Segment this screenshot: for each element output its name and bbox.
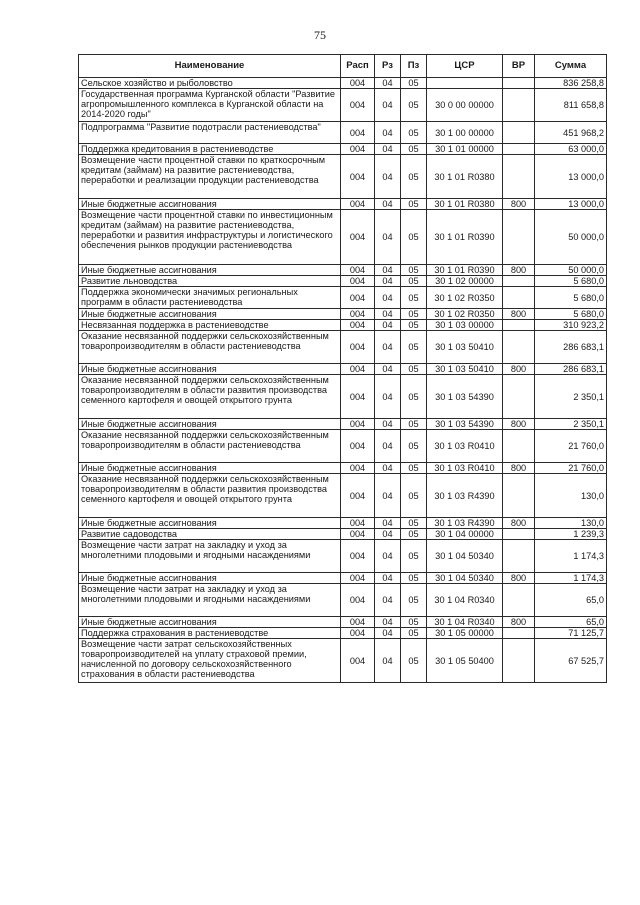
cell-pz: 05	[401, 463, 427, 474]
cell-rasp: 004	[341, 463, 375, 474]
table-row	[79, 419, 607, 430]
cell-name: Оказание несвязанной поддержки сельскохозяйственным товаропроизводителям в области растениеводства	[79, 430, 341, 463]
cell-rz: 04	[375, 375, 401, 419]
table-row	[79, 584, 607, 617]
cell-pz: 05	[401, 122, 427, 144]
cell-pz: 05	[401, 309, 427, 320]
cell-csr: 30 1 03 R0410	[427, 463, 503, 474]
cell-csr: 30 1 05 00000	[427, 628, 503, 639]
table-row	[79, 474, 607, 518]
header-rasp: Расп	[341, 55, 375, 78]
cell-rz: 04	[375, 89, 401, 122]
cell-sum: 286 683,1	[535, 331, 607, 364]
cell-vr	[503, 628, 535, 639]
cell-name: Возмещение части затрат на закладку и уход за многолетними плодовыми и ягодными насаждениями	[79, 584, 341, 617]
cell-csr: 30 1 04 R0340	[427, 617, 503, 628]
cell-sum: 310 923,2	[535, 320, 607, 331]
cell-pz: 05	[401, 331, 427, 364]
cell-csr: 30 1 03 R4390	[427, 518, 503, 529]
cell-sum: 5 680,0	[535, 287, 607, 309]
cell-csr: 30 1 04 50340	[427, 540, 503, 573]
cell-vr: 800	[503, 463, 535, 474]
cell-rz: 04	[375, 144, 401, 155]
cell-rasp: 004	[341, 210, 375, 265]
cell-sum: 21 760,0	[535, 430, 607, 463]
table-header-row	[79, 55, 607, 78]
cell-rasp: 004	[341, 276, 375, 287]
cell-csr: 30 1 02 R0350	[427, 287, 503, 309]
table-row	[79, 265, 607, 276]
table-row	[79, 529, 607, 540]
cell-name: Подпрограмма "Развитие подотрасли растениеводства"	[79, 122, 341, 144]
cell-sum: 286 683,1	[535, 364, 607, 375]
cell-vr	[503, 375, 535, 419]
cell-vr: 800	[503, 309, 535, 320]
cell-name: Поддержка экономически значимых региональных программ в области растениеводства	[79, 287, 341, 309]
cell-sum: 13 000,0	[535, 199, 607, 210]
cell-rz: 04	[375, 122, 401, 144]
cell-vr	[503, 430, 535, 463]
cell-name: Иные бюджетные ассигнования	[79, 309, 341, 320]
cell-vr	[503, 529, 535, 540]
table-row	[79, 89, 607, 122]
table-row	[79, 309, 607, 320]
cell-csr: 30 1 01 R0390	[427, 265, 503, 276]
table-row	[79, 463, 607, 474]
table-row	[79, 287, 607, 309]
cell-csr	[427, 78, 503, 89]
cell-pz: 05	[401, 287, 427, 309]
cell-pz: 05	[401, 529, 427, 540]
cell-pz: 05	[401, 89, 427, 122]
cell-vr	[503, 276, 535, 287]
cell-name: Иные бюджетные ассигнования	[79, 265, 341, 276]
cell-rasp: 004	[341, 309, 375, 320]
cell-csr: 30 1 03 R4390	[427, 474, 503, 518]
cell-vr	[503, 144, 535, 155]
table-row	[79, 639, 607, 683]
cell-sum: 63 000,0	[535, 144, 607, 155]
cell-rz: 04	[375, 474, 401, 518]
table-row	[79, 199, 607, 210]
cell-rz: 04	[375, 78, 401, 89]
cell-pz: 05	[401, 320, 427, 331]
cell-vr: 800	[503, 419, 535, 430]
cell-pz: 05	[401, 144, 427, 155]
header-rz: Рз	[375, 55, 401, 78]
cell-csr: 30 1 00 00000	[427, 122, 503, 144]
cell-pz: 05	[401, 474, 427, 518]
cell-rasp: 004	[341, 78, 375, 89]
cell-name: Поддержка кредитования в растениеводстве	[79, 144, 341, 155]
cell-name: Иные бюджетные ассигнования	[79, 199, 341, 210]
cell-csr: 30 1 01 00000	[427, 144, 503, 155]
cell-rz: 04	[375, 199, 401, 210]
cell-vr	[503, 331, 535, 364]
cell-pz: 05	[401, 639, 427, 683]
table-row	[79, 144, 607, 155]
cell-name: Иные бюджетные ассигнования	[79, 573, 341, 584]
cell-rz: 04	[375, 628, 401, 639]
table-row	[79, 210, 607, 265]
cell-rasp: 004	[341, 540, 375, 573]
table-row	[79, 617, 607, 628]
cell-sum: 5 680,0	[535, 276, 607, 287]
cell-rasp: 004	[341, 331, 375, 364]
table-row	[79, 540, 607, 573]
cell-vr: 800	[503, 199, 535, 210]
cell-rz: 04	[375, 276, 401, 287]
cell-rz: 04	[375, 210, 401, 265]
cell-pz: 05	[401, 155, 427, 199]
cell-name: Возмещение части затрат на закладку и уход за многолетними плодовыми и ягодными насаждениями	[79, 540, 341, 573]
budget-table	[78, 54, 607, 683]
cell-name: Иные бюджетные ассигнования	[79, 419, 341, 430]
table-row	[79, 276, 607, 287]
cell-vr	[503, 287, 535, 309]
cell-csr: 30 1 04 R0340	[427, 584, 503, 617]
cell-pz: 05	[401, 199, 427, 210]
cell-csr: 30 1 03 54390	[427, 375, 503, 419]
cell-sum: 1 174,3	[535, 573, 607, 584]
cell-csr: 30 1 05 50400	[427, 639, 503, 683]
cell-sum: 50 000,0	[535, 210, 607, 265]
cell-pz: 05	[401, 628, 427, 639]
cell-rasp: 004	[341, 419, 375, 430]
cell-pz: 05	[401, 265, 427, 276]
cell-csr: 30 1 01 R0380	[427, 155, 503, 199]
cell-sum: 836 258,8	[535, 78, 607, 89]
table-row	[79, 78, 607, 89]
cell-rasp: 004	[341, 364, 375, 375]
cell-rz: 04	[375, 287, 401, 309]
cell-name: Возмещение части процентной ставки по краткосрочным кредитам (займам) на развитие растениеводства, переработки и реализации продукции растениеводства	[79, 155, 341, 199]
cell-pz: 05	[401, 78, 427, 89]
cell-csr: 30 1 03 50410	[427, 331, 503, 364]
table-row	[79, 155, 607, 199]
cell-rasp: 004	[341, 529, 375, 540]
cell-rasp: 004	[341, 430, 375, 463]
cell-csr: 30 1 02 R0350	[427, 309, 503, 320]
table-row	[79, 430, 607, 463]
cell-rz: 04	[375, 617, 401, 628]
cell-rasp: 004	[341, 155, 375, 199]
cell-vr	[503, 320, 535, 331]
cell-csr: 30 1 01 R0390	[427, 210, 503, 265]
cell-name: Иные бюджетные ассигнования	[79, 617, 341, 628]
cell-vr: 800	[503, 518, 535, 529]
cell-rz: 04	[375, 419, 401, 430]
cell-name: Иные бюджетные ассигнования	[79, 364, 341, 375]
cell-rasp: 004	[341, 584, 375, 617]
cell-name: Оказание несвязанной поддержки сельскохозяйственным товаропроизводителям в области развития производства семенного картофеля и овощей открытого грунта	[79, 474, 341, 518]
cell-rz: 04	[375, 430, 401, 463]
cell-vr	[503, 210, 535, 265]
cell-sum: 71 125,7	[535, 628, 607, 639]
cell-rasp: 004	[341, 199, 375, 210]
cell-name: Государственная программа Курганской области "Развитие агропромышленного комплекса в Курганской области на 2014-2020 годы"	[79, 89, 341, 122]
cell-pz: 05	[401, 210, 427, 265]
cell-sum: 13 000,0	[535, 155, 607, 199]
cell-rasp: 004	[341, 287, 375, 309]
cell-vr: 800	[503, 573, 535, 584]
cell-pz: 05	[401, 518, 427, 529]
header-csr: ЦСР	[427, 55, 503, 78]
cell-sum: 65,0	[535, 617, 607, 628]
cell-rz: 04	[375, 331, 401, 364]
cell-pz: 05	[401, 419, 427, 430]
cell-name: Оказание несвязанной поддержки сельскохозяйственным товаропроизводителям в области развития производства семенного картофеля и овощей открытого грунта	[79, 375, 341, 419]
cell-rasp: 004	[341, 320, 375, 331]
cell-pz: 05	[401, 584, 427, 617]
table-row	[79, 518, 607, 529]
cell-name: Возмещение части затрат сельскохозяйственных товаропроизводителей на уплату страховой премии, начисленной по договору сельскохозяйственного страхования в области растениеводства	[79, 639, 341, 683]
cell-rasp: 004	[341, 89, 375, 122]
cell-sum: 130,0	[535, 518, 607, 529]
cell-rasp: 004	[341, 474, 375, 518]
cell-rasp: 004	[341, 518, 375, 529]
cell-name: Иные бюджетные ассигнования	[79, 463, 341, 474]
header-name: Наименование	[79, 55, 341, 78]
cell-sum: 50 000,0	[535, 265, 607, 276]
cell-vr	[503, 155, 535, 199]
table-row	[79, 320, 607, 331]
table-row	[79, 122, 607, 144]
cell-vr	[503, 89, 535, 122]
cell-name: Иные бюджетные ассигнования	[79, 518, 341, 529]
cell-rz: 04	[375, 639, 401, 683]
cell-sum: 1 174,3	[535, 540, 607, 573]
cell-sum: 451 968,2	[535, 122, 607, 144]
cell-sum: 5 680,0	[535, 309, 607, 320]
cell-csr: 30 1 03 54390	[427, 419, 503, 430]
cell-rasp: 004	[341, 617, 375, 628]
cell-rz: 04	[375, 529, 401, 540]
cell-pz: 05	[401, 276, 427, 287]
cell-csr: 30 1 04 00000	[427, 529, 503, 540]
cell-sum: 65,0	[535, 584, 607, 617]
cell-rasp: 004	[341, 144, 375, 155]
cell-csr: 30 1 03 00000	[427, 320, 503, 331]
cell-vr	[503, 78, 535, 89]
table-row	[79, 375, 607, 419]
cell-vr	[503, 474, 535, 518]
cell-name: Развитие садоводства	[79, 529, 341, 540]
cell-vr	[503, 122, 535, 144]
cell-rasp: 004	[341, 122, 375, 144]
cell-name: Несвязанная поддержка в растениеводстве	[79, 320, 341, 331]
cell-rz: 04	[375, 320, 401, 331]
cell-rz: 04	[375, 364, 401, 375]
cell-rasp: 004	[341, 628, 375, 639]
cell-pz: 05	[401, 540, 427, 573]
cell-vr	[503, 639, 535, 683]
cell-name: Оказание несвязанной поддержки сельскохозяйственным товаропроизводителям в области растениеводства	[79, 331, 341, 364]
table-row	[79, 628, 607, 639]
cell-csr: 30 0 00 00000	[427, 89, 503, 122]
cell-vr: 800	[503, 617, 535, 628]
cell-vr: 800	[503, 364, 535, 375]
cell-csr: 30 1 03 50410	[427, 364, 503, 375]
cell-rasp: 004	[341, 573, 375, 584]
cell-sum: 130,0	[535, 474, 607, 518]
cell-rasp: 004	[341, 265, 375, 276]
cell-rz: 04	[375, 573, 401, 584]
table-row	[79, 364, 607, 375]
cell-csr: 30 1 02 00000	[427, 276, 503, 287]
cell-sum: 811 658,8	[535, 89, 607, 122]
cell-sum: 2 350,1	[535, 419, 607, 430]
cell-sum: 21 760,0	[535, 463, 607, 474]
cell-csr: 30 1 03 R0410	[427, 430, 503, 463]
header-sum: Сумма	[535, 55, 607, 78]
cell-csr: 30 1 04 50340	[427, 573, 503, 584]
cell-vr: 800	[503, 265, 535, 276]
table-row	[79, 331, 607, 364]
cell-pz: 05	[401, 364, 427, 375]
cell-rz: 04	[375, 265, 401, 276]
cell-pz: 05	[401, 430, 427, 463]
cell-rz: 04	[375, 155, 401, 199]
cell-csr: 30 1 01 R0380	[427, 199, 503, 210]
page-number: 75	[314, 28, 326, 42]
cell-sum: 67 525,7	[535, 639, 607, 683]
cell-name: Сельское хозяйство и рыболовство	[79, 78, 341, 89]
cell-rasp: 004	[341, 639, 375, 683]
cell-sum: 2 350,1	[535, 375, 607, 419]
cell-vr	[503, 540, 535, 573]
header-vr: ВР	[503, 55, 535, 78]
header-pz: Пз	[401, 55, 427, 78]
cell-name: Поддержка страхования в растениеводстве	[79, 628, 341, 639]
table-row	[79, 573, 607, 584]
cell-pz: 05	[401, 375, 427, 419]
cell-vr	[503, 584, 535, 617]
cell-rz: 04	[375, 540, 401, 573]
cell-pz: 05	[401, 617, 427, 628]
cell-name: Развитие льноводства	[79, 276, 341, 287]
cell-sum: 1 239,3	[535, 529, 607, 540]
cell-pz: 05	[401, 573, 427, 584]
table-body	[79, 78, 607, 683]
cell-rz: 04	[375, 584, 401, 617]
cell-rz: 04	[375, 518, 401, 529]
cell-rasp: 004	[341, 375, 375, 419]
cell-rz: 04	[375, 463, 401, 474]
cell-name: Возмещение части процентной ставки по инвестиционным кредитам (займам) на развитие растениеводства, переработки и развития инфраструктуры и логистического обеспечения рынков продукции растениеводства	[79, 210, 341, 265]
cell-rz: 04	[375, 309, 401, 320]
